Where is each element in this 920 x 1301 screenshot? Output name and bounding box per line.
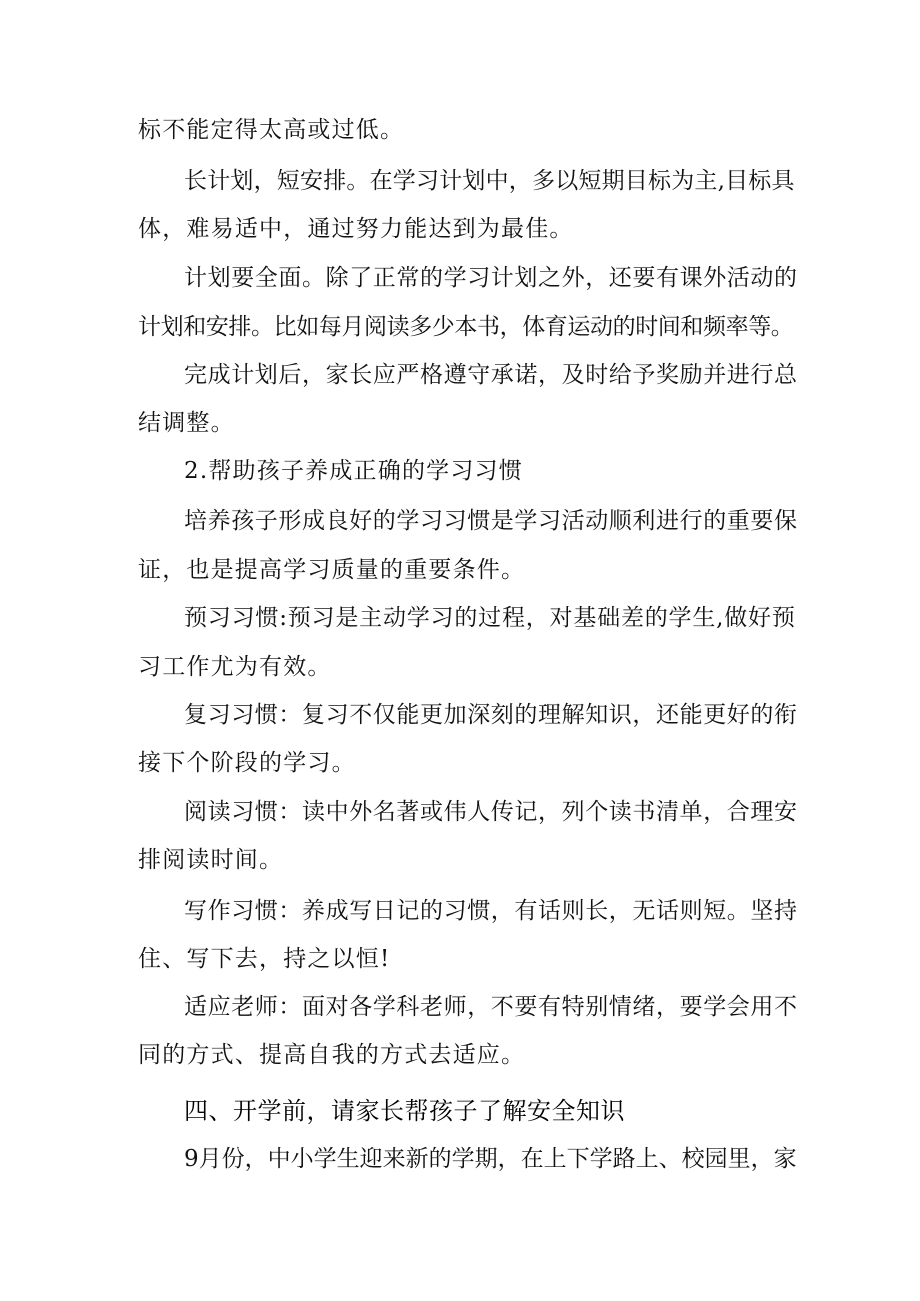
- paragraph-line: 证，也是提高学习质量的重要条件。: [138, 557, 526, 583]
- paragraph-line: 计划要全面。除了正常的学习计划之外，还要有课外活动的: [184, 265, 798, 291]
- paragraph-line: 住、写下去，持之以恒!: [138, 946, 391, 972]
- paragraph-line: 适应老师：面对各学科老师，不要有特别情绪，要学会用不: [184, 994, 798, 1020]
- paragraph-line: 完成计划后，家长应严格遵守承诺，及时给予奖励并进行总: [184, 362, 798, 388]
- section-subheading: 2.帮助孩子养成正确的学习习惯: [184, 458, 523, 484]
- paragraph-line: 阅读习惯：读中外名著或伟人传记，列个读书清单，合理安: [184, 799, 798, 825]
- paragraph-line: 排阅读时间。: [138, 847, 284, 873]
- paragraph-line: 体，难易适中，通过努力能达到为最佳。: [138, 216, 574, 242]
- paragraph-line: 复习习惯：复习不仅能更加深刻的理解知识，还能更好的衔: [184, 702, 798, 728]
- paragraph-line: 9月份，中小学生迎来新的学期，在上下学路上、校园里，家: [184, 1146, 797, 1172]
- paragraph-line: 计划和安排。比如每月阅读多少本书，体育运动的时间和频率等。: [138, 314, 794, 340]
- paragraph-line: 预习习惯:预习是主动学习的过程，对基础差的学生,做好预: [184, 605, 796, 631]
- paragraph-line: 同的方式、提高自我的方式去适应。: [138, 1042, 526, 1068]
- paragraph-line: 写作习惯：养成写日记的习惯，有话则长，无话则短。坚持: [184, 898, 798, 924]
- section-heading: 四、开学前，请家长帮孩子了解安全知识: [184, 1097, 625, 1125]
- paragraph-line: 结调整。: [138, 410, 235, 436]
- paragraph-line: 习工作尤为有效。: [138, 654, 332, 680]
- paragraph-line: 培养孩子形成良好的学习习惯是学习活动顺利进行的重要保: [184, 508, 798, 534]
- paragraph-line: 长计划，短安排。在学习计划中，多以短期目标为主,目标具: [184, 168, 795, 194]
- paragraph-line: 接下个阶段的学习。: [138, 750, 356, 776]
- paragraph-line: 标不能定得太高或过低。: [138, 117, 405, 143]
